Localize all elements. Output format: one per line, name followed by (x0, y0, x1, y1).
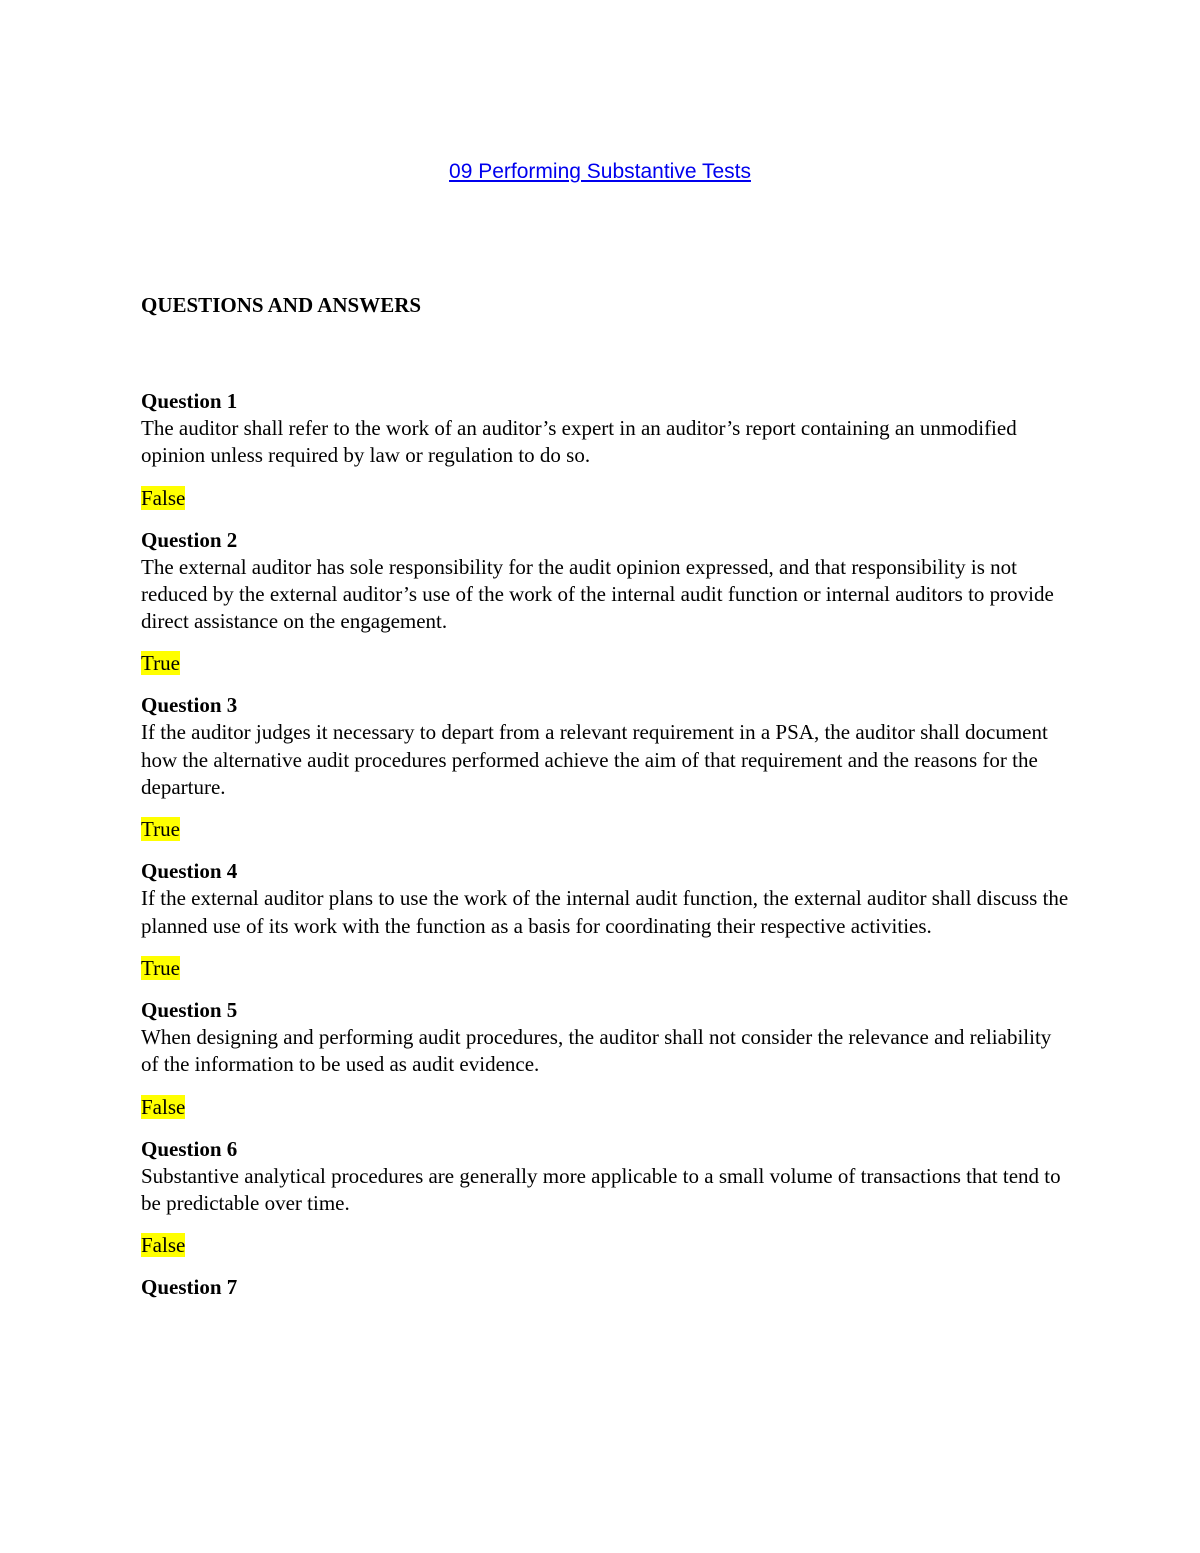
section-heading: QUESTIONS AND ANSWERS (141, 293, 422, 317)
question-label: Question 2 (141, 527, 238, 552)
question-text: If the auditor judges it necessary to depart from a relevant requirement in a PSA, the auditor shall document how the alternative audit procedures performed achieve the aim of that requirement and the reasons for the departure. (141, 720, 1048, 800)
question-item-4 (141, 857, 1071, 982)
question-item-2 (141, 526, 1071, 678)
question-label: Question 4 (141, 859, 238, 884)
answer-text: False (141, 1233, 186, 1258)
question-label: Question 6 (141, 1136, 238, 1161)
question-text: The external auditor has sole responsibility for the audit opinion expressed, and that responsibility is not reduced by the external auditor’s use of the work of the internal audit function or internal auditors to provide direct assistance on the engagement. (141, 554, 1054, 634)
answer-text: True (141, 817, 180, 842)
document-title-link[interactable]: 09 Performing Substantive Tests (449, 160, 751, 183)
answer-text: True (141, 651, 180, 676)
question-item-3 (141, 691, 1071, 843)
question-label: Question 1 (141, 389, 238, 413)
question-list (141, 387, 1071, 1301)
question-text: When designing and performing audit procedures, the auditor shall not consider the relevance and reliability of the information to be used as audit evidence. (141, 1024, 1052, 1077)
answer-text: False (141, 1094, 186, 1119)
answer-highlight (141, 954, 1071, 982)
question-label: Question 5 (141, 997, 238, 1022)
question-item-7 (141, 1273, 1071, 1301)
answer-highlight (141, 484, 1071, 512)
question-item-1 (141, 387, 1071, 512)
answer-text: True (141, 955, 180, 980)
question-label: Question 3 (141, 693, 238, 718)
question-label: Question 7 (141, 1275, 238, 1300)
answer-highlight (141, 1093, 1071, 1121)
question-item-6 (141, 1135, 1071, 1260)
answer-text: False (141, 485, 186, 510)
answer-highlight (141, 815, 1071, 843)
question-item-5 (141, 996, 1071, 1121)
answer-highlight (141, 649, 1071, 677)
question-text: If the external auditor plans to use the work of the internal audit function, the external auditor shall discuss the planned use of its work with the function as a basis for coordinating their respective activities. (141, 886, 1069, 938)
question-text: The auditor shall refer to the work of an auditor’s expert in an auditor’s report containing an unmodified opinion unless required by law or regulation to do so. (141, 416, 1017, 468)
answer-highlight (141, 1231, 1071, 1259)
question-text: Substantive analytical procedures are generally more applicable to a small volume of transactions that tend to be predictable over time. (141, 1163, 1061, 1215)
